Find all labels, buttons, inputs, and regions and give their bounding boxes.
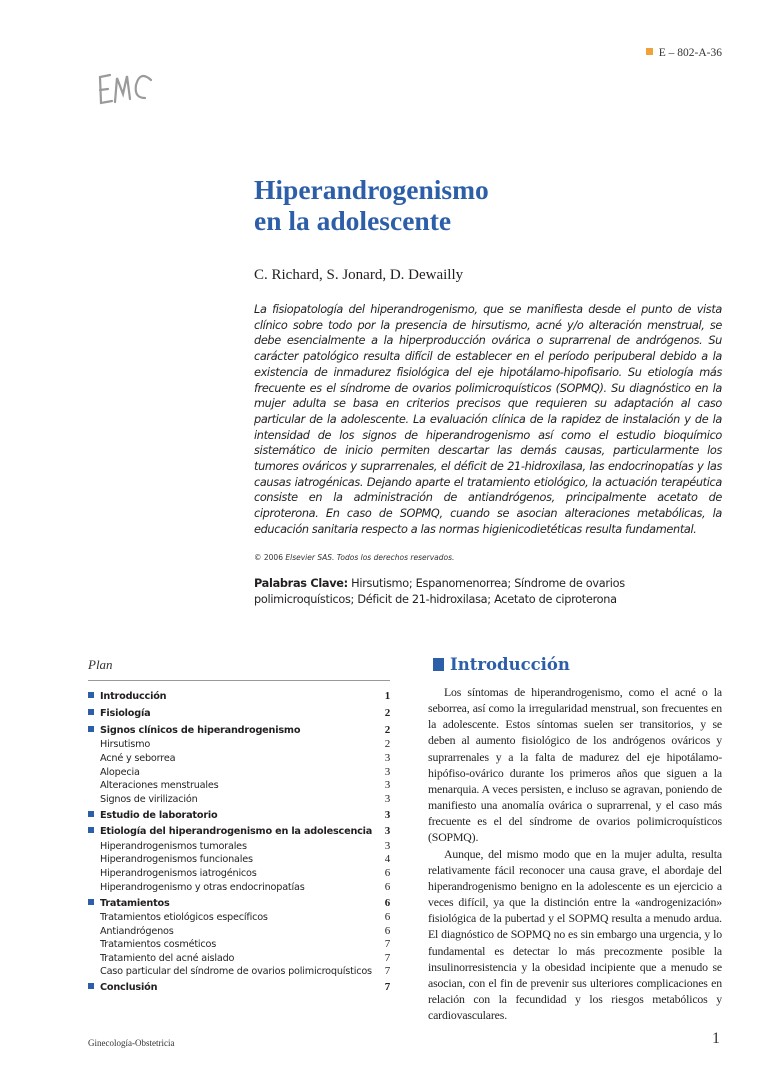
title-line-2: en la adolescente <box>254 205 452 236</box>
plan-item[interactable] <box>88 809 390 823</box>
plan-item-label: Hirsutismo <box>100 739 151 751</box>
plan-item[interactable] <box>88 724 390 738</box>
plan-item-label: Alteraciones menstruales <box>100 780 219 792</box>
plan-item[interactable] <box>88 707 390 721</box>
plan-item[interactable] <box>88 825 390 839</box>
intro-heading <box>433 655 570 674</box>
plan-item[interactable] <box>88 752 390 766</box>
article-title <box>254 174 489 236</box>
plan-item-page: 7 <box>384 981 390 994</box>
plan-item[interactable] <box>88 779 390 793</box>
plan-item-label: Caso particular del síndrome de ovarios polimicroquísticos <box>100 966 372 978</box>
plan-item[interactable] <box>88 897 390 911</box>
title-line-1: Hiperandrogenismo <box>254 174 489 205</box>
plan-item-page: 6 <box>384 924 390 937</box>
plan-item-label: Alopecia <box>100 766 140 778</box>
copyright-text: Elsevier SAS. Todos los derechos reservados. <box>285 553 455 562</box>
keywords <box>254 576 724 608</box>
article-code-text: E – 802-A-36 <box>658 47 722 59</box>
intro-paragraph: Los síntomas de hiperandrogenismo, como el acné o la seborrea, así como la irregularidad menstrual, son frecuentes en la adolescente. Estos síntomas suelen ser transitorios, y se deben al aumento fisiológico de los andrógenos ováricos y suprarrenales y a la falta de madurez del eje hipotálamo-hipófiso-ovárico durante los primeros años que siguen a la menarquia. A veces persisten, e incluso se agravan, poniendo de manifiesto una anomalía ovárica o suprarrenal, y el caso más frecuente es el del síndrome de ovarios polimicroquísticos (SOPMQ). <box>428 685 722 845</box>
plan-item-page: 7 <box>384 965 390 978</box>
plan-item-page: 3 <box>384 792 390 805</box>
footer-page-number: 1 <box>712 1030 720 1047</box>
plan-item-page: 3 <box>384 808 390 821</box>
plan-list <box>88 688 390 996</box>
plan-item-page: 3 <box>384 751 390 764</box>
keywords-list: Hirsutismo; Espanomenorrea; Síndrome de ovarios polimicroquísticos; Déficit de 21-hidroxilasa; Acetato de ciproterona <box>254 577 625 606</box>
plan-item-label: Signos clínicos de hiperandrogenismo <box>88 725 300 736</box>
plan-item-page: 3 <box>384 779 390 792</box>
plan-item-page: 4 <box>384 853 390 866</box>
plan-item-label: Etiología del hiperandrogenismo en la adolescencia <box>88 826 372 837</box>
intro-body <box>428 684 722 1023</box>
keywords-label: Palabras Clave: <box>254 577 348 590</box>
footer-journal: Ginecología-Obstetricia <box>88 1038 175 1048</box>
plan-item[interactable] <box>88 952 390 966</box>
plan-item-page: 1 <box>384 690 390 703</box>
plan-item-label: Antiandrógenos <box>100 925 174 937</box>
plan-item-label: Conclusión <box>88 982 157 993</box>
plan-item[interactable] <box>88 738 390 752</box>
plan-item-page: 2 <box>384 738 390 751</box>
plan-item-label: Tratamientos etiológicos específicos <box>100 912 268 924</box>
plan-item-label: Estudio de laboratorio <box>88 810 217 821</box>
plan-item-page: 7 <box>384 951 390 964</box>
plan-item-label: Hiperandrogenismos tumorales <box>100 840 247 852</box>
plan-item-label: Hiperandrogenismos funcionales <box>100 854 253 866</box>
plan-item[interactable] <box>88 981 390 995</box>
intro-heading-text: Introducción <box>450 655 570 674</box>
plan-item-label: Signos de virilización <box>100 793 198 805</box>
plan-item-label: Hiperandrogenismos iatrogénicos <box>100 868 257 880</box>
plan-item-page: 7 <box>384 938 390 951</box>
plan-item[interactable] <box>88 793 390 807</box>
plan-item-label: Introducción <box>88 691 166 702</box>
plan-item-label: Tratamientos <box>88 898 170 909</box>
plan-item-page: 2 <box>384 707 390 720</box>
orange-square-icon <box>646 48 653 55</box>
plan-item[interactable] <box>88 881 390 895</box>
plan-item[interactable] <box>88 867 390 881</box>
plan-item[interactable] <box>88 965 390 979</box>
copyright-year: © 2006 <box>254 553 283 562</box>
copyright <box>254 553 454 562</box>
plan-item-page: 6 <box>384 880 390 893</box>
plan-item[interactable] <box>88 911 390 925</box>
plan-item-page: 2 <box>384 723 390 736</box>
plan-item[interactable] <box>88 840 390 854</box>
plan-title: Plan <box>88 657 113 672</box>
plan-item-label: Acné y seborrea <box>100 752 176 764</box>
blue-square-icon <box>433 658 444 671</box>
plan-item-page: 3 <box>384 825 390 838</box>
authors: C. Richard, S. Jonard, D. Dewailly <box>254 267 464 283</box>
plan-item-label: Fisiología <box>88 708 150 719</box>
plan-item-label: Hiperandrogenismo y otras endocrinopatías <box>100 881 305 893</box>
intro-paragraph: Aunque, del mismo modo que en la mujer adulta, resulta relativamente fácil reconocer una causa grave, el abordaje del hiperandrogenismo benigno en la adolescente es un ejercicio a veces difícil, ya que la distinción entre la «androgenización» fisiológica de la pubertad y el SOPMQ resulta a menudo ardua. El diagnóstico de SOPMQ no es sin embargo una urgencia, y lo fundamental es detectar lo más precozmente posible la insulinorresistencia y la obesidad incipiente que a menudo se asocian, con el fin de prevenir sus ulteriores complicaciones en relación con la fecundidad y los riesgos metabólicos y cardiovasculares. <box>428 846 722 1023</box>
plan-item-page: 6 <box>384 896 390 909</box>
plan-item[interactable] <box>88 766 390 780</box>
plan-divider <box>88 680 390 681</box>
plan-item-label: Tratamiento del acné aislado <box>100 952 235 964</box>
plan-item-page: 6 <box>384 867 390 880</box>
emc-logo <box>96 60 156 120</box>
plan-item[interactable] <box>88 690 390 704</box>
plan-item[interactable] <box>88 925 390 939</box>
plan-item-page: 3 <box>384 765 390 778</box>
plan-item[interactable] <box>88 938 390 952</box>
plan-item-page: 6 <box>384 911 390 924</box>
plan-item[interactable] <box>88 853 390 867</box>
abstract: La fisiopatología del hiperandrogenismo, que se manifiesta desde el punto de vista clínico sobre todo por la presencia de hirsutismo, acné y/o alteración menstrual, se debe esencialmente a la hiperproducción ovárica o suprarrenal de andrógenos. Su carácter patológico resulta difícil de establecer en el período peripuberal debido a la existencia de inmadurez fisiológica del eje hipotálamo-hipofisario. Su etiología más frecuente es el síndrome de ovarios polimicroquísticos (SOPMQ). Su diagnóstico en la mujer adulta se basa en criterios precisos que requieren su adaptación al caso particular de la adolescente. La evaluación clínica de la rapidez de instalación y de la intensidad de los signos de hiperandrogenismo así como el estudio bioquímico sistemático de inicio permiten descartar las demás causas, particularmente los tumores ováricos y suprarrenales, el déficit de 21-hidroxilasa, las endocrinopatías y las causas iatrogénicas. Dejando aparte el tratamiento etiológico, la actuación terapéutica consiste en la administración de antiandrógenos, principalmente acetato de ciproterona. En caso de SOPMQ, cuando se asocian alteraciones metabólicas, la educación sanitaria respecto a las normas higienicodietéticas resulta fundamental. <box>254 303 722 536</box>
plan-item-page: 3 <box>384 839 390 852</box>
article-code <box>646 47 722 59</box>
plan-item-label: Tratamientos cosméticos <box>100 939 217 951</box>
